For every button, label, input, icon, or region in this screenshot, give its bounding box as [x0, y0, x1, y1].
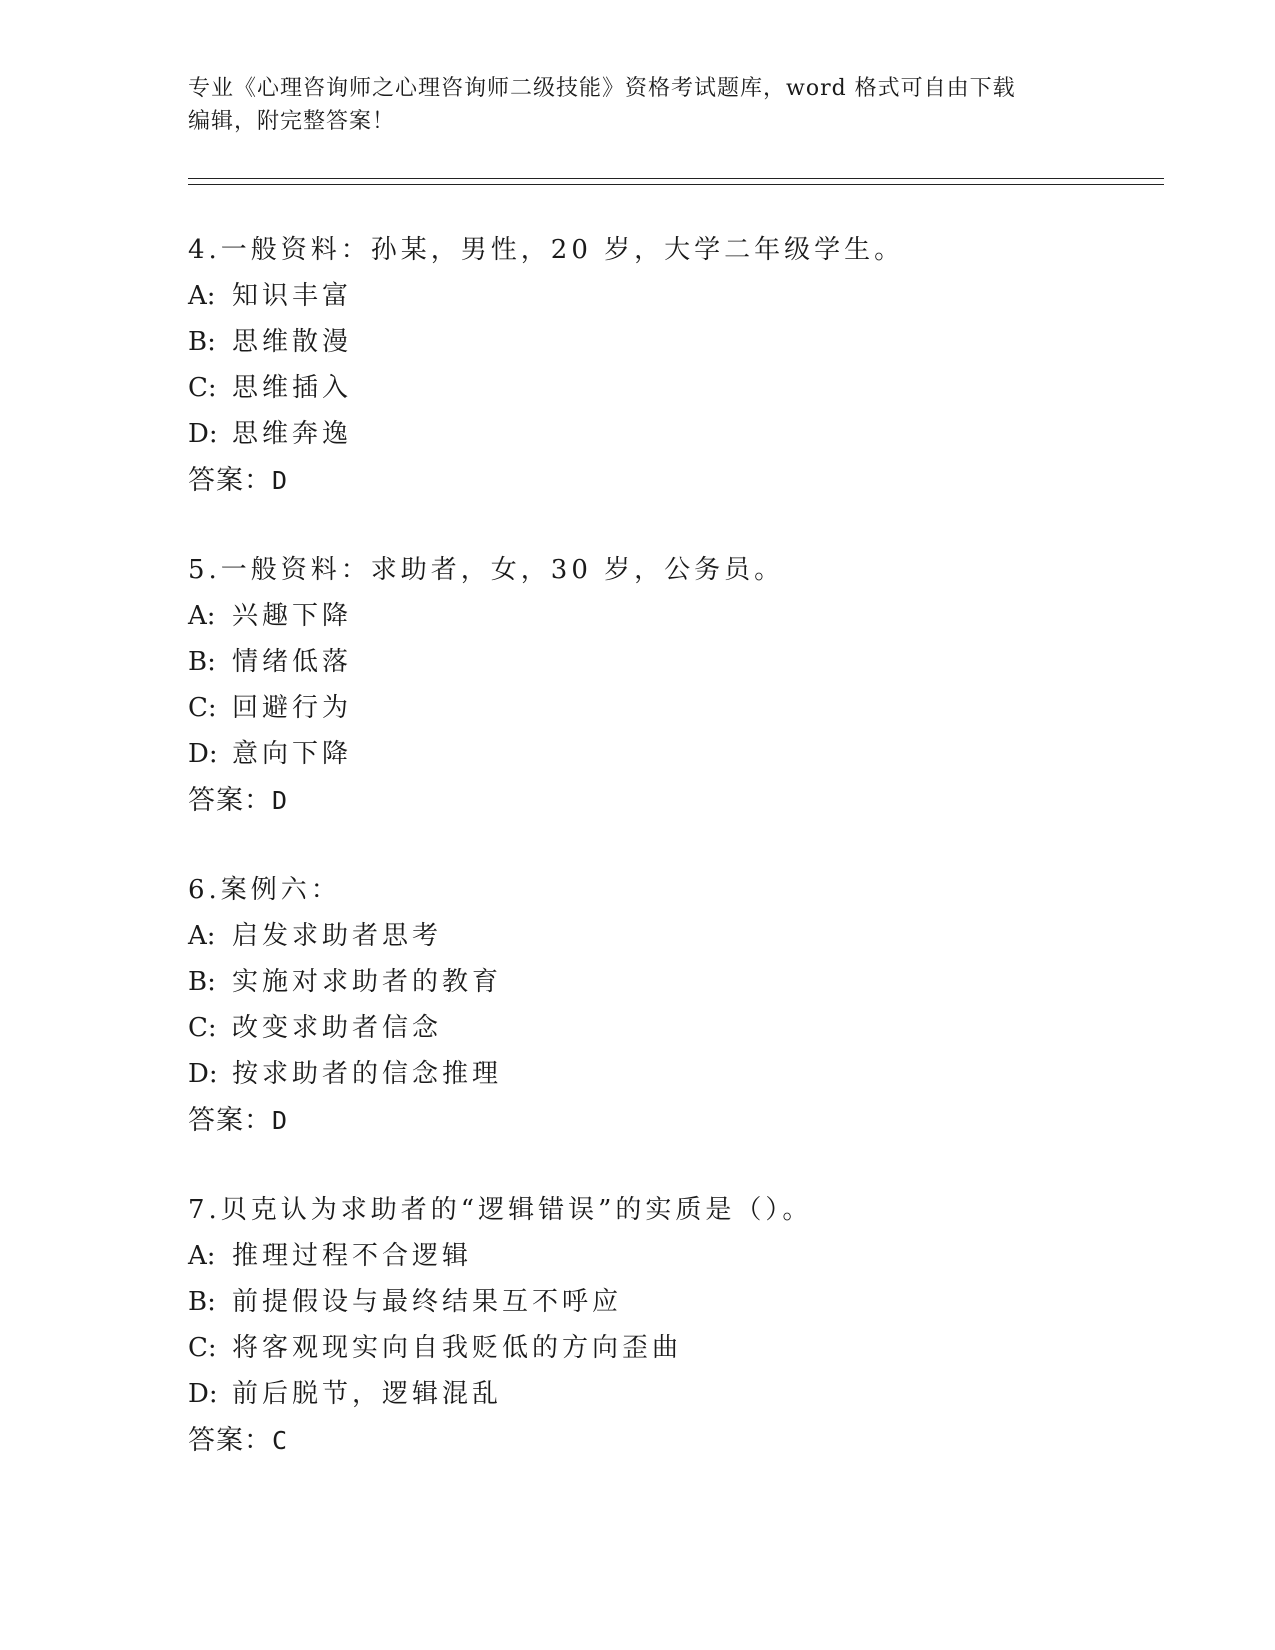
option-c [188, 365, 1138, 411]
option-key: A: [188, 281, 216, 311]
option-a [188, 1233, 1138, 1279]
option-text: 思维插入 [232, 373, 353, 403]
answer-line [188, 457, 1138, 503]
answer-value: D [272, 1106, 289, 1135]
option-text: 知识丰富 [232, 281, 353, 311]
option-key: A: [188, 601, 216, 631]
option-text: 兴趣下降 [232, 601, 353, 631]
option-c [188, 685, 1138, 731]
answer-value: C [272, 1426, 289, 1455]
answer-label: 答案： [188, 1425, 272, 1455]
option-key: B: [188, 647, 216, 677]
answer-label: 答案： [188, 1105, 272, 1135]
option-d [188, 411, 1138, 457]
option-key: B: [188, 327, 216, 357]
option-key: C: [188, 373, 217, 403]
option-text: 思维奔逸 [232, 419, 353, 449]
option-key: C: [188, 1333, 217, 1363]
option-text: 回避行为 [232, 693, 353, 723]
option-key: B: [188, 1287, 216, 1317]
option-key: D: [188, 739, 218, 769]
question-item [188, 547, 1138, 867]
question-item [188, 1187, 1138, 1507]
question-list [188, 227, 1138, 1507]
option-key: A: [188, 1241, 216, 1271]
answer-line [188, 1417, 1138, 1463]
answer-label: 答案： [188, 785, 272, 815]
option-b [188, 639, 1138, 685]
answer-value: D [272, 786, 289, 815]
option-d [188, 731, 1138, 777]
option-key: C: [188, 1013, 217, 1043]
header-divider-bottom [188, 184, 1164, 185]
option-key: D: [188, 1379, 218, 1409]
option-b [188, 319, 1138, 365]
option-d [188, 1051, 1138, 1097]
answer-value: D [272, 466, 289, 495]
question-item [188, 227, 1138, 547]
option-text: 情绪低落 [232, 647, 353, 677]
option-c [188, 1005, 1138, 1051]
option-text: 启发求助者思考 [232, 921, 443, 951]
option-a [188, 913, 1138, 959]
question-stem: 7.贝克认为求助者的“逻辑错误”的实质是（）。 [188, 1195, 813, 1225]
question-stem: 6.案例六： [188, 875, 341, 905]
option-key: D: [188, 1059, 218, 1089]
option-a [188, 593, 1138, 639]
question-stem: 4.一般资料：孙某，男性，20 岁，大学二年级学生。 [188, 235, 905, 265]
document-header [188, 72, 1088, 138]
option-b [188, 1279, 1138, 1325]
header-divider-top [188, 178, 1164, 179]
question-stem: 5.一般资料：求助者，女，30 岁，公务员。 [188, 555, 785, 585]
option-text: 前提假设与最终结果互不呼应 [232, 1287, 623, 1317]
option-key: B: [188, 967, 216, 997]
option-text: 思维散漫 [232, 327, 353, 357]
option-key: A: [188, 921, 216, 951]
option-key: C: [188, 693, 217, 723]
option-text: 将客观现实向自我贬低的方向歪曲 [232, 1333, 683, 1363]
question-item [188, 867, 1138, 1187]
option-text: 按求助者的信念推理 [232, 1059, 503, 1089]
option-a [188, 273, 1138, 319]
option-text: 推理过程不合逻辑 [232, 1241, 473, 1271]
option-text: 实施对求助者的教育 [232, 967, 503, 997]
answer-line [188, 777, 1138, 823]
header-line-2: 编辑，附完整答案！ [188, 109, 396, 134]
option-text: 前后脱节，逻辑混乱 [232, 1379, 503, 1409]
answer-line [188, 1097, 1138, 1143]
option-text: 改变求助者信念 [232, 1013, 443, 1043]
option-text: 意向下降 [232, 739, 353, 769]
option-d [188, 1371, 1138, 1417]
option-c [188, 1325, 1138, 1371]
option-key: D: [188, 419, 218, 449]
option-b [188, 959, 1138, 1005]
header-line-1: 专业《心理咨询师之心理咨询师二级技能》资格考试题库，word 格式可自由下载 [188, 76, 1016, 101]
answer-label: 答案： [188, 465, 272, 495]
